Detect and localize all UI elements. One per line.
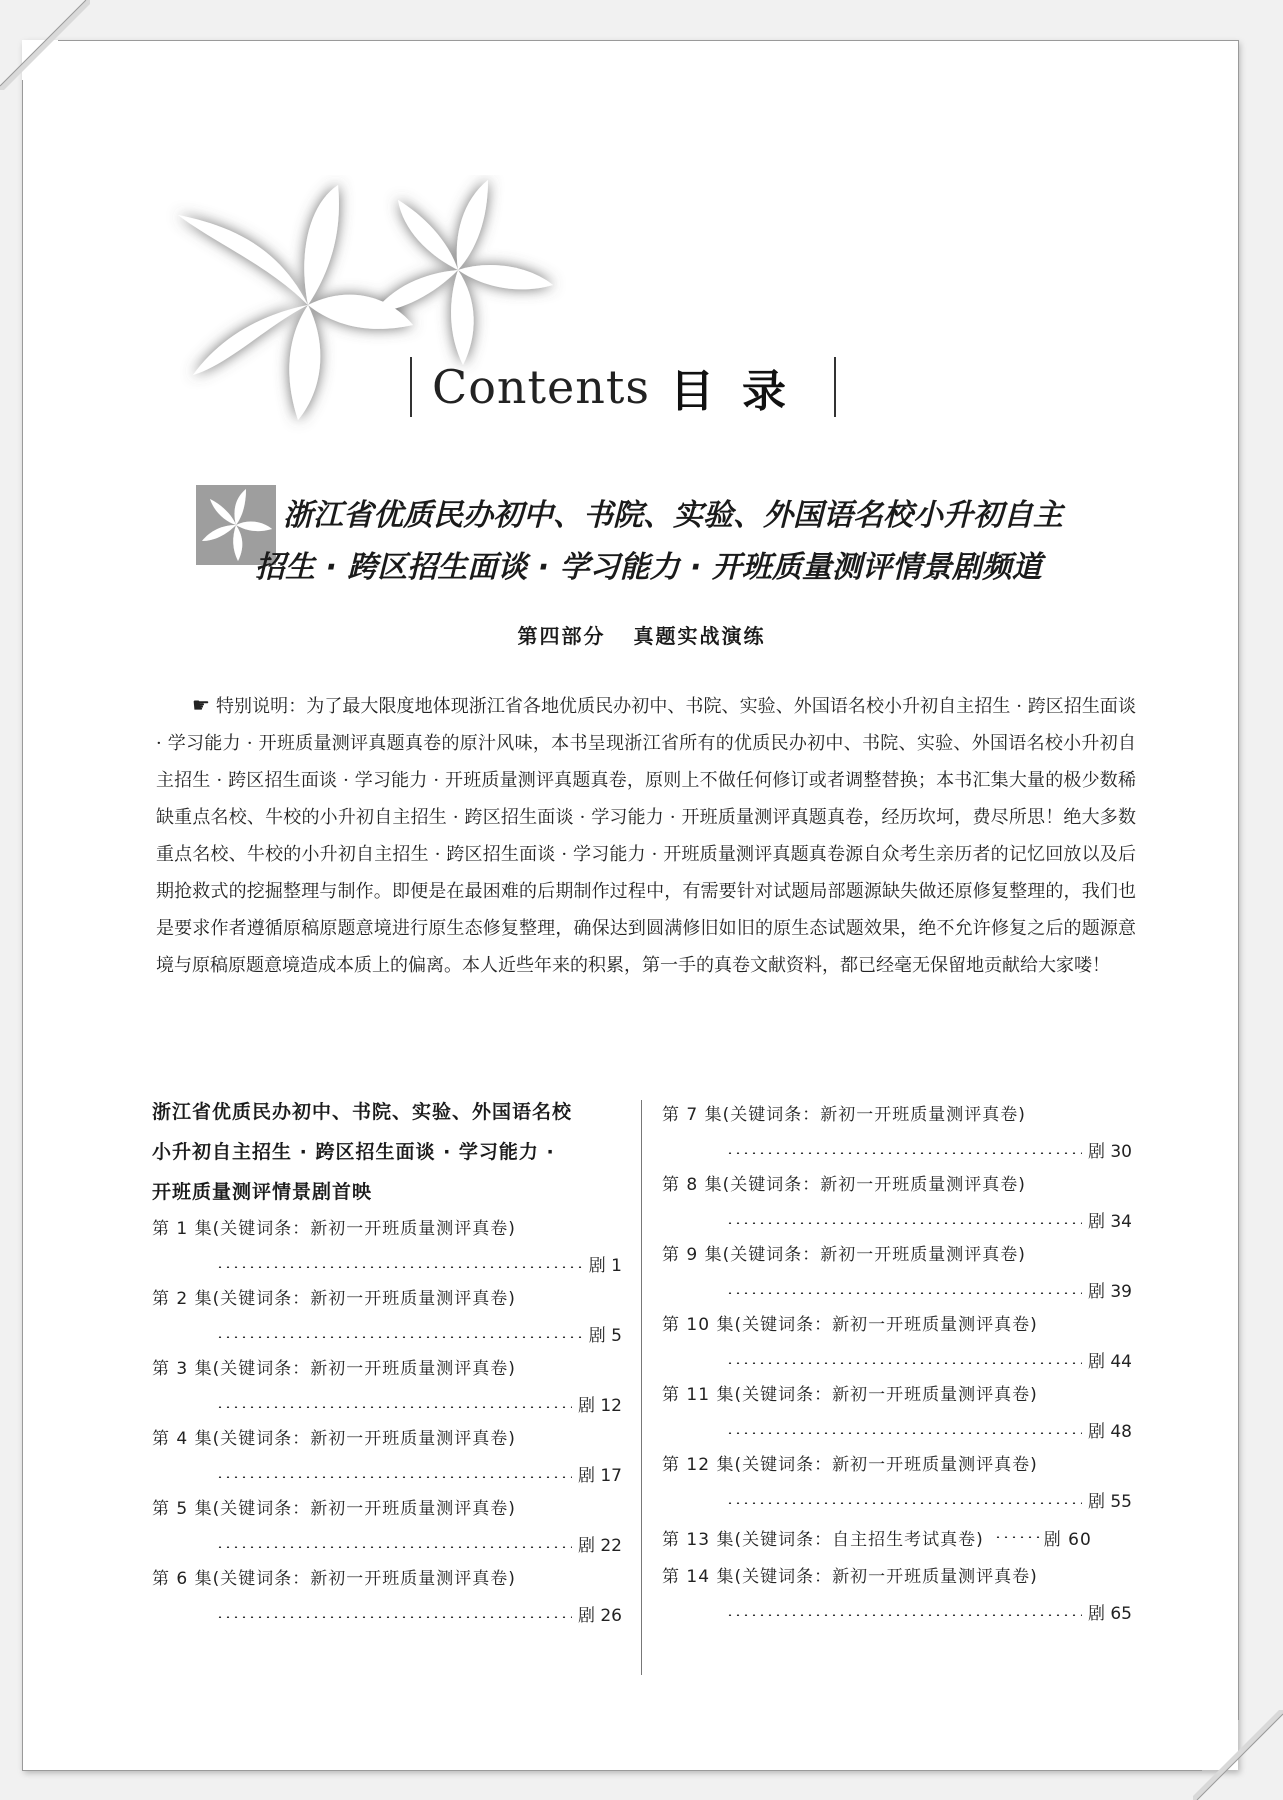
toc-heading-line-3: 开班质量测评情景剧首映	[152, 1181, 373, 1203]
toc-entry[interactable]	[662, 1310, 1132, 1372]
toc-entry[interactable]	[662, 1170, 1132, 1232]
toc-entry[interactable]	[662, 1100, 1132, 1162]
toc-entry[interactable]	[152, 1564, 622, 1626]
leader-dots	[726, 1222, 1082, 1224]
leader-dots	[726, 1292, 1082, 1294]
toc-entry-page: 剧 1	[588, 1256, 622, 1276]
leader-dots	[216, 1476, 572, 1478]
toc-entry-page: 剧 5	[588, 1326, 622, 1346]
page-curl-bottom-right	[1193, 1710, 1283, 1800]
toc-entry[interactable]	[152, 1354, 622, 1416]
toc-entry-page: 剧 55	[1087, 1492, 1132, 1512]
toc-entry-page: 剧 17	[577, 1466, 622, 1486]
toc-entry-title: 第 2 集(关键词条：新初一开班质量测评真卷)	[152, 1289, 516, 1309]
special-note-text: 特别说明：为了最大限度地体现浙江省各地优质民办初中、书院、实验、外国语名校小升初自主招生 · 跨区招生面谈 · 学习能力 · 开班质量测评真题真卷的原汁风味，本书呈现浙江省所有的优质民办初中、书院、实验、外国语名校小升初自主招生 · 跨区招生面谈 · 学习能力 · 开班质量测评真题真卷，原则上不做任何修订或者调整替换；本书汇集大量的极少数稀缺重点名校、牛校的小升初自主招生 · 跨区招生面谈 · 学习能力 · 开班质量测评真题真卷，经历坎坷，费尽所思！绝大多数重点名校、牛校的小升初自主招生 · 跨区招生面谈 · 学习能力 · 开班质量测评真题真卷源自众考生亲历者的记忆回放以及后期抢救式的挖掘整理与制作。即便是在最困难的后期制作过程中，有需要针对试题局部题源缺失做还原修复整理的，我们也是要求作者遵循原稿原题意境进行原生态修复整理，确保达到圆满修旧如旧的原生态试题效果，绝不允许修复之后的题源意境与原稿原题意境造成本质上的偏离。本人近些年来的积累，第一手的真卷文献资料，都已经毫无保留地贡献给大家喽！	[156, 696, 1136, 976]
toc-entry-title: 第 10 集(关键词条：新初一开班质量测评真卷)	[662, 1315, 1038, 1335]
toc-entry-title: 第 8 集(关键词条：新初一开班质量测评真卷)	[662, 1175, 1026, 1195]
toc-entry-page: 剧 22	[577, 1536, 622, 1556]
leader-dots	[994, 1536, 1040, 1538]
toc-entry-page: 剧 60	[1043, 1529, 1092, 1550]
toc-entry[interactable]	[662, 1520, 1132, 1554]
toc-entry-title: 第 7 集(关键词条：新初一开班质量测评真卷)	[662, 1105, 1026, 1125]
part-name: 真题实战演练	[633, 624, 766, 648]
pointing-hand-icon: ☛	[192, 693, 210, 717]
frame-left-line	[22, 80, 23, 1770]
toc-entry-title: 第 1 集(关键词条：新初一开班质量测评真卷)	[152, 1219, 516, 1239]
frame-right-line	[1238, 40, 1239, 1720]
main-heading-line-2: 招生 · 跨区招生面谈 · 学习能力 · 开班质量测评情景剧频道	[255, 550, 1042, 585]
toc-entry-page: 剧 48	[1087, 1422, 1132, 1442]
toc-entry-title: 第 11 集(关键词条：新初一开班质量测评真卷)	[662, 1385, 1038, 1405]
part-title	[0, 620, 1283, 649]
contents-title	[410, 352, 836, 422]
contents-title-en: Contents	[432, 360, 650, 414]
toc-entry[interactable]	[152, 1214, 622, 1276]
frame-top-line	[58, 40, 1238, 41]
toc-entry[interactable]	[662, 1380, 1132, 1442]
toc-entry-page: 剧 34	[1087, 1212, 1132, 1232]
main-heading-line-1: 浙江省优质民办初中、书院、实验、外国语名校小升初自主	[283, 498, 1063, 533]
special-note	[156, 687, 1136, 984]
toc-entry[interactable]	[662, 1562, 1132, 1624]
contents-title-zh: 目录	[669, 366, 814, 417]
part-number: 第四部分	[517, 624, 606, 648]
frame-bottom-line	[22, 1770, 1202, 1771]
column-divider	[641, 1100, 642, 1675]
title-right-bar	[834, 357, 836, 417]
toc-entry-page: 剧 30	[1087, 1142, 1132, 1162]
toc-entry-page: 剧 65	[1087, 1604, 1132, 1624]
leader-dots	[726, 1362, 1082, 1364]
toc-entry[interactable]	[662, 1240, 1132, 1302]
toc-entry-title: 第 9 集(关键词条：新初一开班质量测评真卷)	[662, 1245, 1026, 1265]
toc-left-column	[152, 1092, 622, 1634]
page-curl-top-left	[0, 0, 90, 90]
leader-dots	[216, 1406, 572, 1408]
toc-entry[interactable]	[152, 1494, 622, 1556]
toc-entry-title: 第 6 集(关键词条：新初一开班质量测评真卷)	[152, 1569, 516, 1589]
toc-heading-line-2: 小升初自主招生 · 跨区招生面谈 · 学习能力 ·	[152, 1141, 555, 1163]
leader-dots	[726, 1502, 1082, 1504]
title-left-bar	[410, 357, 412, 417]
main-heading	[255, 490, 1155, 594]
toc-right-column	[662, 1100, 1132, 1632]
leader-dots	[726, 1432, 1082, 1434]
toc-heading	[152, 1092, 622, 1212]
toc-entry-page: 剧 12	[577, 1396, 622, 1416]
toc-entry[interactable]	[662, 1450, 1132, 1512]
toc-entry-page: 剧 26	[577, 1606, 622, 1626]
toc-entry-title: 第 3 集(关键词条：新初一开班质量测评真卷)	[152, 1359, 516, 1379]
leader-dots	[726, 1614, 1082, 1616]
toc-entry[interactable]	[152, 1284, 622, 1346]
toc-entry-title: 第 12 集(关键词条：新初一开班质量测评真卷)	[662, 1455, 1038, 1475]
toc-heading-line-1: 浙江省优质民办初中、书院、实验、外国语名校	[152, 1101, 573, 1123]
leader-dots	[216, 1546, 572, 1548]
toc-entry-page: 剧 44	[1087, 1352, 1132, 1372]
toc-entry-title: 第 13 集(关键词条：自主招生考试真卷)	[662, 1529, 984, 1550]
leader-dots	[726, 1152, 1082, 1154]
leader-dots	[216, 1616, 572, 1618]
toc-entry-title: 第 4 集(关键词条：新初一开班质量测评真卷)	[152, 1429, 516, 1449]
toc-entry-title: 第 14 集(关键词条：新初一开班质量测评真卷)	[662, 1567, 1038, 1587]
leader-dots	[216, 1336, 583, 1338]
toc-entry-title: 第 5 集(关键词条：新初一开班质量测评真卷)	[152, 1499, 516, 1519]
toc-entry-page: 剧 39	[1087, 1282, 1132, 1302]
toc-entry[interactable]	[152, 1424, 622, 1486]
leader-dots	[216, 1266, 583, 1268]
